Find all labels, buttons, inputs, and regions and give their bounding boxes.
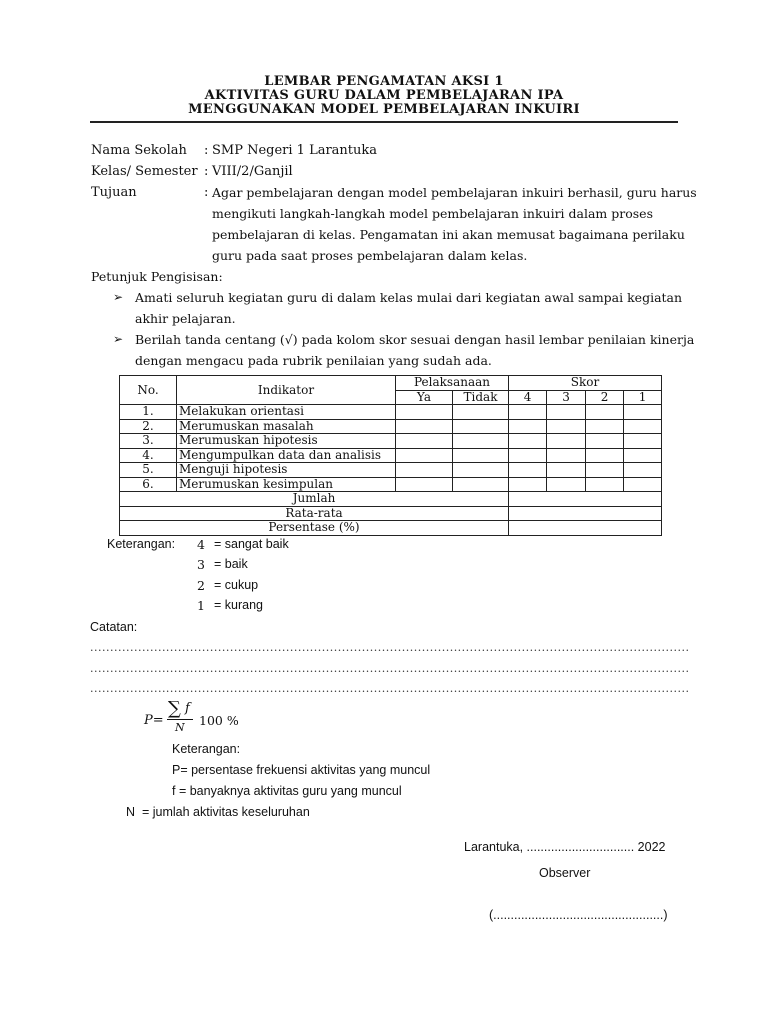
cell-yes[interactable]: [396, 448, 453, 463]
legend-text: = sangat baik: [214, 537, 289, 551]
sum-value-cell[interactable]: [509, 492, 662, 507]
cell-yes[interactable]: [396, 434, 453, 449]
purpose-label: Tujuan: [91, 185, 137, 200]
instruction-text: dengan mengacu pada rubrik penilaian yang sudah ada.: [135, 353, 492, 368]
row-indicator: Merumuskan masalah: [177, 419, 396, 434]
table-row: [120, 434, 662, 449]
cell-score-2[interactable]: [586, 419, 624, 434]
formula-desc-n: N = jumlah aktivitas keseluruhan: [126, 805, 310, 819]
cell-score-2[interactable]: [586, 448, 624, 463]
purpose-line: pembelajaran di kelas. Pengamatan ini akan memusat bagaimana perilaku: [212, 227, 685, 242]
cell-score-4[interactable]: [509, 405, 547, 420]
notes-line[interactable]: ......................................................................................................................................................: [90, 641, 690, 654]
cell-score-4[interactable]: [509, 419, 547, 434]
colon: :: [204, 143, 209, 158]
place-date[interactable]: Larantuka, ............................... 2022: [464, 840, 666, 854]
cell-score-2[interactable]: [586, 477, 624, 492]
table-row: [120, 419, 662, 434]
cell-yes[interactable]: [396, 419, 453, 434]
cell-score-4[interactable]: [509, 434, 547, 449]
purpose-line: guru pada saat proses pembelajaran dalam kelas.: [212, 248, 528, 263]
header-no: No.: [120, 376, 177, 405]
cell-score-3[interactable]: [547, 419, 586, 434]
legend-num: 4: [197, 537, 205, 552]
row-no: 4.: [120, 448, 177, 463]
bullet-icon: ➢: [113, 332, 124, 346]
legend-num: 2: [197, 578, 205, 593]
cell-score-4[interactable]: [509, 448, 547, 463]
instruction-text: Berilah tanda centang (√) pada kolom skor sesuai dengan hasil lembar penilaian kinerja: [135, 332, 695, 347]
cell-score-3[interactable]: [547, 463, 586, 478]
class-label: Kelas/ Semester: [91, 164, 198, 179]
cell-score-3[interactable]: [547, 477, 586, 492]
header-score-2: 2: [586, 390, 624, 405]
colon: :: [204, 185, 209, 200]
average-value-cell[interactable]: [509, 506, 662, 521]
average-row: [120, 506, 662, 521]
percentage-row: [120, 521, 662, 536]
cell-score-1[interactable]: [624, 434, 662, 449]
cell-score-1[interactable]: [624, 448, 662, 463]
instruction-text: Amati seluruh kegiatan guru di dalam kelas mulai dari kegiatan awal sampai kegiatan: [135, 290, 683, 305]
header-not: Tidak: [453, 390, 509, 405]
row-no: 3.: [120, 434, 177, 449]
header-indicator: Indikator: [177, 376, 396, 405]
purpose-line: mengikuti langkah-langkah model pembelajaran inkuiri dalam proses: [212, 206, 653, 221]
cell-score-4[interactable]: [509, 477, 547, 492]
formula-pct: 100 %: [199, 713, 239, 728]
cell-not[interactable]: [453, 405, 509, 420]
cell-score-3[interactable]: [547, 448, 586, 463]
class-value: VIII/2/Ganjil: [212, 164, 293, 179]
cell-not[interactable]: [453, 419, 509, 434]
cell-score-3[interactable]: [547, 434, 586, 449]
observation-table: [119, 375, 662, 536]
cell-score-1[interactable]: [624, 463, 662, 478]
cell-not[interactable]: [453, 448, 509, 463]
cell-score-2[interactable]: [586, 463, 624, 478]
table-row: [120, 463, 662, 478]
cell-score-1[interactable]: [624, 405, 662, 420]
row-no: 5.: [120, 463, 177, 478]
cell-yes[interactable]: [396, 463, 453, 478]
formula-desc-f: f = banyaknya aktivitas guru yang muncul: [172, 784, 402, 798]
row-no: 6.: [120, 477, 177, 492]
row-indicator: Mengumpulkan data dan analisis: [177, 448, 396, 463]
cell-score-2[interactable]: [586, 405, 624, 420]
cell-score-2[interactable]: [586, 434, 624, 449]
notes-line[interactable]: ......................................................................................................................................................: [90, 682, 690, 695]
row-indicator: Menguji hipotesis: [177, 463, 396, 478]
table-row: [120, 405, 662, 420]
observer-name-line[interactable]: (.................................................): [489, 908, 668, 922]
title-line-3: MENGGUNAKAN MODEL PEMBELAJARAN INKUIRI: [188, 102, 580, 117]
title-line-1: LEMBAR PENGAMATAN AKSI 1: [264, 74, 504, 89]
header-score-3: 3: [547, 390, 586, 405]
row-indicator: Merumuskan hipotesis: [177, 434, 396, 449]
title-line-2: AKTIVITAS GURU DALAM PEMBELAJARAN IPA: [204, 88, 564, 103]
cell-score-1[interactable]: [624, 477, 662, 492]
table-row: [120, 477, 662, 492]
instruction-text: akhir pelajaran.: [135, 311, 236, 326]
table-row: [120, 448, 662, 463]
cell-score-4[interactable]: [509, 463, 547, 478]
formula-n: N: [175, 721, 185, 734]
header-score-1: 1: [624, 390, 662, 405]
bullet-icon: ➢: [113, 290, 124, 304]
sum-row: [120, 492, 662, 507]
cell-not[interactable]: [453, 434, 509, 449]
instructions-heading: Petunjuk Pengisisan:: [91, 269, 223, 284]
cell-score-1[interactable]: [624, 419, 662, 434]
colon: :: [204, 164, 209, 179]
header-score-4: 4: [509, 390, 547, 405]
cell-not[interactable]: [453, 477, 509, 492]
sigma-icon: ∑: [168, 698, 181, 719]
cell-yes[interactable]: [396, 405, 453, 420]
row-no: 2.: [120, 419, 177, 434]
average-label: Rata-rata: [120, 506, 509, 521]
purpose-line: Agar pembelajaran dengan model pembelajaran inkuiri berhasil, guru harus: [212, 185, 697, 200]
percentage-value-cell[interactable]: [509, 521, 662, 536]
percentage-label: Persentase (%): [120, 521, 509, 536]
legend-text: = kurang: [214, 598, 263, 612]
school-label: Nama Sekolah: [91, 143, 187, 158]
observer-label: Observer: [539, 866, 591, 880]
formula-desc-p: P= persentase frekuensi aktivitas yang muncul: [172, 763, 431, 777]
notes-label: Catatan:: [90, 620, 138, 634]
legend-num: 3: [197, 557, 205, 572]
legend-text: = baik: [214, 557, 248, 571]
header-rule: [90, 121, 678, 123]
row-no: 1.: [120, 405, 177, 420]
formula-f: f: [185, 701, 190, 716]
legend-text: = cukup: [214, 578, 259, 592]
cell-score-3[interactable]: [547, 405, 586, 420]
sum-label: Jumlah: [120, 492, 509, 507]
formula-p: P=: [144, 713, 164, 728]
header-implementation: Pelaksanaan: [396, 376, 509, 391]
fraction-bar: [167, 719, 193, 720]
header-score: Skor: [509, 376, 662, 391]
formula-desc-label: Keterangan:: [172, 742, 241, 756]
cell-not[interactable]: [453, 463, 509, 478]
row-indicator: Melakukan orientasi: [177, 405, 396, 420]
legend-label: Keterangan:: [107, 537, 176, 551]
header-yes: Ya: [396, 390, 453, 405]
row-indicator: Merumuskan kesimpulan: [177, 477, 396, 492]
notes-line[interactable]: ......................................................................................................................................................: [90, 662, 690, 675]
legend-num: 1: [197, 598, 205, 613]
cell-yes[interactable]: [396, 477, 453, 492]
school-value: SMP Negeri 1 Larantuka: [212, 143, 378, 158]
